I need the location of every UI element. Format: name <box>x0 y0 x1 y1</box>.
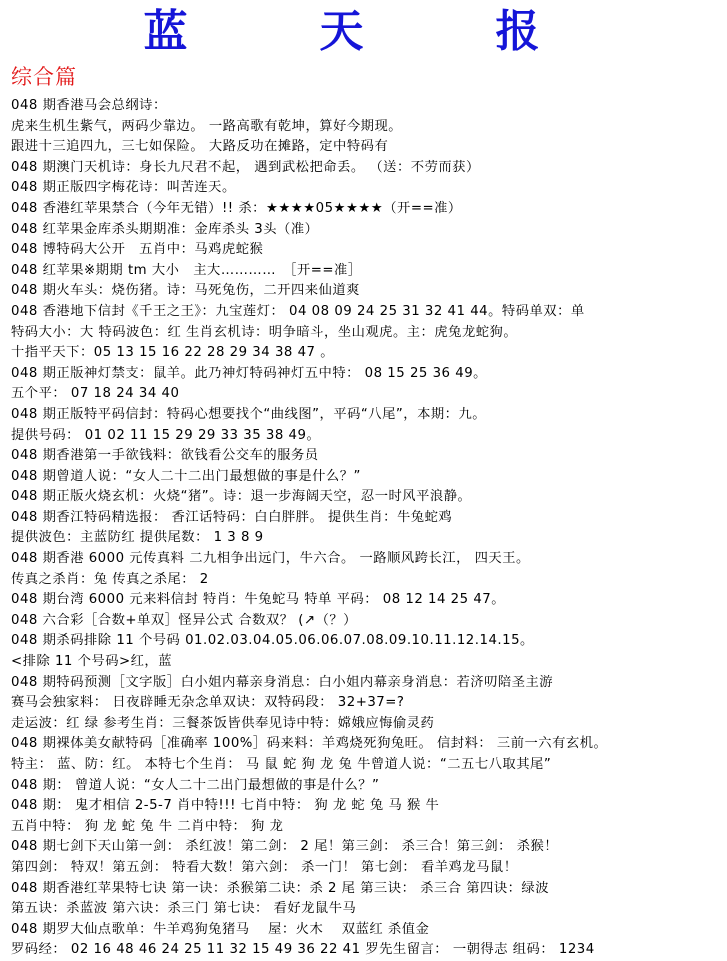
text-line: 048 期正版特平码信封：特码心想要找个“曲线图”，平码“八尾”，本期：九。 <box>11 406 487 422</box>
text-line: 048 红苹果金库杀头期期准：金库杀头 3头（准） <box>11 221 319 237</box>
text-line: 五肖中特： 狗 龙 蛇 兔 牛 二肖中特： 狗 龙 <box>11 818 284 834</box>
text-line: 048 期： 鬼才相信 2-5-7 肖中特!!! 七肖中特： 狗 龙 蛇 兔 马 猴 牛 <box>11 798 440 814</box>
text-line: 048 六合彩［合数+单双］怪异公式 合数双？ (↗（？） <box>11 612 357 628</box>
text-line: 赛马会独家料： 日夜辟睡无杂念单双诀：双特码段： 32+37=? <box>11 695 405 711</box>
text-line: <排除 11 个号码>红，蓝 <box>11 654 173 670</box>
text-line: 048 期曾道人说：“女人二十二出门最想做的事是什么？” <box>11 468 361 484</box>
text-line: 048 期香港马会总纲诗： <box>11 98 167 113</box>
text-line: 特主： 蓝、防：红。 本特七个生肖： 马 鼠 蛇 狗 龙 兔 牛曾道人说：“二五七八取其尾” <box>11 757 552 772</box>
section-heading: 综合篇 <box>11 65 77 89</box>
text-line: 048 期香江特码精选报： 香江话特码：白白胖胖。 提供生肖：牛兔蛇鸡 <box>11 509 453 525</box>
text-line: 第五诀：杀蓝波 第六诀：杀三门 第七诀： 看好龙鼠牛马 <box>11 901 357 917</box>
text-line: 048 期杀码排除 11 个号码 01.02.03.04.05.06.06.07.08.09.10.11.12.14.15。 <box>11 633 534 649</box>
text-line: 048 期澳门天机诗：身长九尺君不起， 遇到武松把命丢。 （送：不劳而获） <box>11 159 480 175</box>
text-line: 048 期香港第一手欲钱料：欲钱看公交车的服务员 <box>11 448 319 464</box>
text-line: 048 期罗大仙点歌单：牛羊鸡狗兔猪马 屋：火木 双蓝红 杀值金 <box>11 921 430 937</box>
text-line: 048 香港地下信封《千王之王》：九宝莲灯： 04 08 09 24 25 31 32 41 44。特码单双：单 <box>11 303 585 319</box>
page-title: 蓝 天 报 <box>143 6 584 57</box>
text-line: 048 期正版四字梅花诗：叫苦连天。 <box>11 180 236 196</box>
text-line: 048 期七剑下天山第一剑： 杀红波！第二剑： 2 尾！第三剑： 杀三合！第三剑： 杀猴！ <box>11 839 559 855</box>
text-line: 虎来生机生紫气，两码少靠边。 一路高歌有乾坤，算好今期现。 <box>11 118 403 134</box>
text-line: 048 期香港红苹果特七诀 第一诀：杀猴第二诀：杀 2 尾 第三诀： 杀三合 第四诀：绿波 <box>11 880 550 896</box>
text-line: 048 期裸体美女献特码［准确率 100%］码来料：羊鸡烧死狗兔旺。 信封料： 三前一六有玄机。 <box>11 736 608 752</box>
text-line: 传真之杀肖：兔 传真之杀尾： 2 <box>11 571 209 587</box>
text-line: 提供波色：主蓝防红 提供尾数： 1 3 8 9 <box>11 530 264 546</box>
text-line: 特码大小：大 特码波色：红 生肖玄机诗：明争暗斗，坐山观虎。主：虎兔龙蛇狗。 <box>11 324 518 340</box>
text-line: 罗码经： 02 16 48 46 24 25 11 32 15 49 36 22 41 罗先生留言： 一朝得志 组码： 1234 <box>11 942 595 958</box>
text-line: 048 期特码预测［文字版］白小姐内幕亲身消息：白小姐内幕亲身消息：若济叨陪圣主游 <box>11 674 554 690</box>
text-line: 048 香港红苹果禁合（今年无错）!! 杀：★★★★05★★★★（开==准） <box>11 200 462 216</box>
text-line: 048 期正版火烧玄机：火烧“猪”。诗：退一步海阔天空，忍一时风平浪静。 <box>11 489 472 505</box>
text-line: 048 期台湾 6000 元来料信封 特肖：牛兔蛇马 特单 平码： 08 12 14 25 47。 <box>11 592 506 608</box>
text-line: 第四剑： 特双！第五剑： 特看大数！第六剑： 杀一门！ 第七剑： 看羊鸡龙马鼠！ <box>11 859 518 875</box>
text-line: 跟进十三追四九，三七如保险。 大路反功在摊路，定中特码有 <box>11 139 389 155</box>
text-line: 五个平： 07 18 24 34 40 <box>11 386 180 402</box>
text-line: 048 期正版神灯禁支：鼠羊。此乃神灯特码神灯五中特： 08 15 25 36 49。 <box>11 365 487 381</box>
text-line: 048 博特码大公开 五肖中：马鸡虎蛇猴 <box>11 242 264 258</box>
text-line: 048 期香港 6000 元传真料 二九相争出远门，牛六合。 一路顺风跨长江， 四天王。 <box>11 551 530 567</box>
text-line: 048 红苹果※期期 tm 大小 主大………… ［开==准］ <box>11 262 362 278</box>
text-line: 走运波：红 绿 参考生肖：三餐茶饭皆供奉见诗中特：嫦娥应悔偷灵药 <box>11 715 435 731</box>
text-line: 048 期： 曾道人说：“女人二十二出门最想做的事是什么？” <box>11 777 380 793</box>
text-line: 048 期火车头：烧伤猪。诗：马死兔伤，二开四来仙道爽 <box>11 283 360 299</box>
text-line: 提供号码： 01 02 11 15 29 29 33 35 38 49。 <box>11 427 321 443</box>
text-line: 十指平天下：05 13 15 16 22 28 29 34 38 47 。 <box>11 345 335 361</box>
text-body <box>11 96 723 961</box>
